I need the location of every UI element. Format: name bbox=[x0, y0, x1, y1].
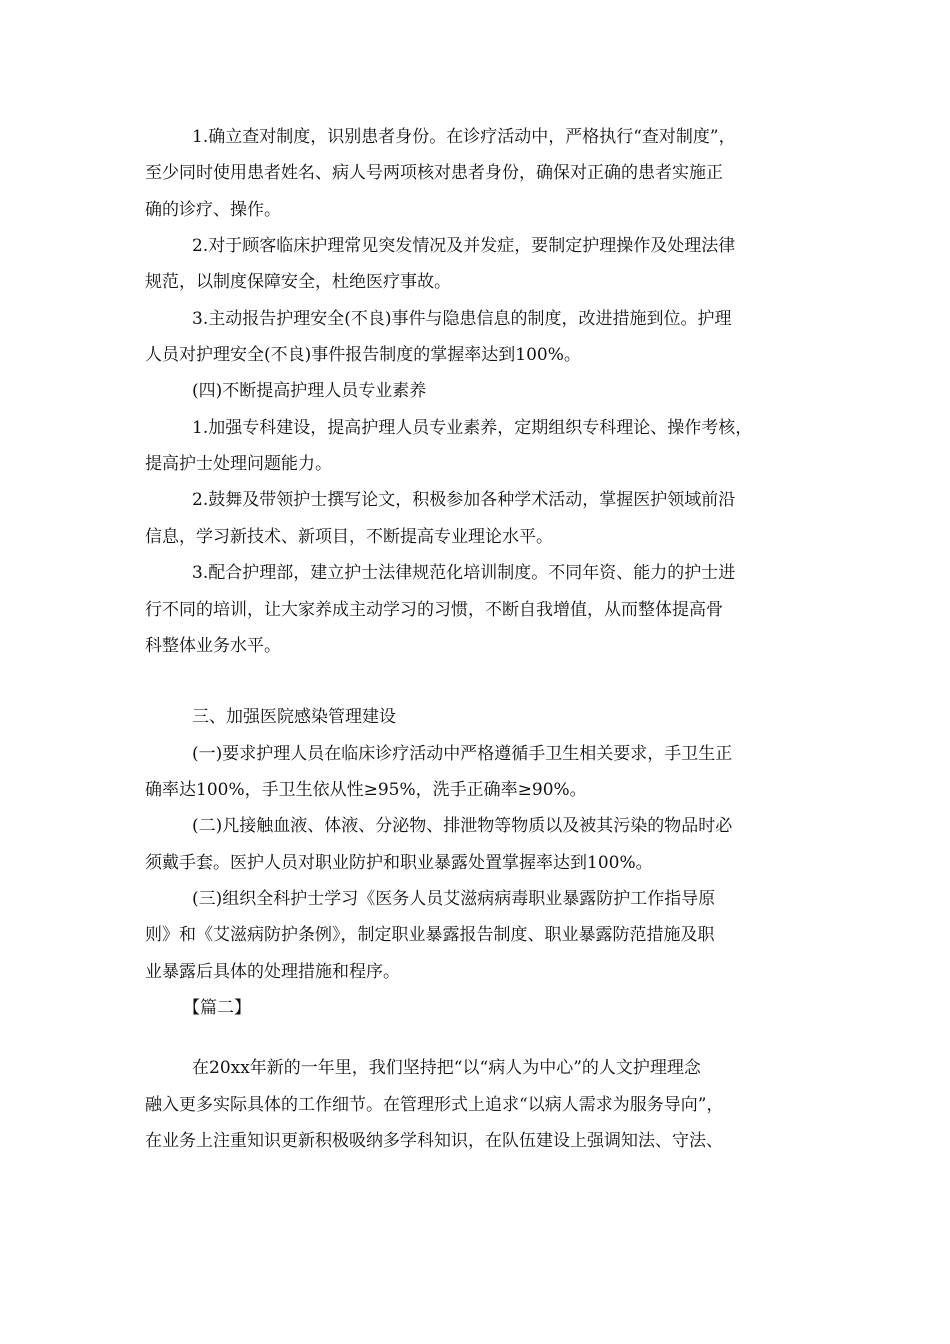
section-heading: 三、加强医院感染管理建设 bbox=[192, 707, 396, 727]
paragraph-line: 确率达100%，手卫生依从性≥95%，洗手正确率≥90%。 bbox=[145, 780, 587, 800]
paragraph-line: 人员对护理安全(不良)事件报告制度的掌握率达到100%。 bbox=[145, 345, 581, 365]
paragraph-line: 信息，学习新技术、新项目，不断提高专业理论水平。 bbox=[145, 527, 553, 547]
paragraph-line: 须戴手套。医护人员对职业防护和职业暴露处置掌握率达到100%。 bbox=[145, 853, 653, 873]
paragraph-line: 1.确立查对制度，识别患者身份。在诊疗活动中，严格执行“查对制度”， bbox=[192, 127, 736, 147]
paragraph-line: 3.主动报告护理安全(不良)事件与隐患信息的制度，改进措施到位。护理 bbox=[192, 309, 732, 329]
paragraph-line: (二)凡接触血液、体液、分泌物、排泄物等物质以及被其污染的物品时必 bbox=[192, 816, 733, 836]
paragraph-line: 2.鼓舞及带领护士撰写论文，积极参加各种学术活动，掌握医护领域前沿 bbox=[192, 490, 736, 510]
paragraph-line: 业暴露后具体的处理措施和程序。 bbox=[145, 962, 400, 982]
section-title: 【篇二】 bbox=[183, 998, 251, 1018]
paragraph-line: 行不同的培训，让大家养成主动学习的习惯，不断自我增值，从而整体提高骨 bbox=[145, 600, 723, 620]
section-heading: (四)不断提高护理人员专业素养 bbox=[192, 381, 427, 401]
paragraph-line: 至少同时使用患者姓名、病人号两项核对患者身份，确保对正确的患者实施正 bbox=[145, 163, 723, 183]
paragraph-line: 确的诊疗、操作。 bbox=[145, 200, 281, 220]
paragraph-line: 科整体业务水平。 bbox=[145, 636, 281, 656]
paragraph-line: 融入更多实际具体的工作细节。在管理形式上追求“以病人需求为服务导向”， bbox=[145, 1095, 724, 1115]
paragraph-line: 3.配合护理部，建立护士法律规范化培训制度。不同年资、能力的护士进 bbox=[192, 563, 736, 583]
paragraph-line: 2.对于顾客临床护理常见突发情况及并发症，要制定护理操作及处理法律 bbox=[192, 236, 736, 256]
paragraph-line: 规范，以制度保障安全，杜绝医疗事故。 bbox=[145, 272, 451, 292]
paragraph-line: 在20xx年新的一年里，我们坚持把“以“病人为中心”的人文护理理念 bbox=[192, 1058, 701, 1078]
paragraph-line: 在业务上注重知识更新积极吸纳多学科知识，在队伍建设上强调知法、守法、 bbox=[145, 1131, 723, 1151]
paragraph-line: 则》和《艾滋病防护条例》，制定职业暴露报告制度、职业暴露防范措施及职 bbox=[145, 925, 715, 945]
paragraph-line: 1.加强专科建设，提高护理人员专业素养，定期组织专科理论、操作考核， bbox=[192, 418, 753, 438]
paragraph-line: (一)要求护理人员在临床诊疗活动中严格遵循手卫生相关要求，手卫生正 bbox=[192, 744, 733, 764]
paragraph-line: 提高护士处理问题能力。 bbox=[145, 454, 332, 474]
paragraph-line: (三)组织全科护士学习《医务人员艾滋病病毒职业暴露防护工作指导原 bbox=[192, 889, 716, 909]
